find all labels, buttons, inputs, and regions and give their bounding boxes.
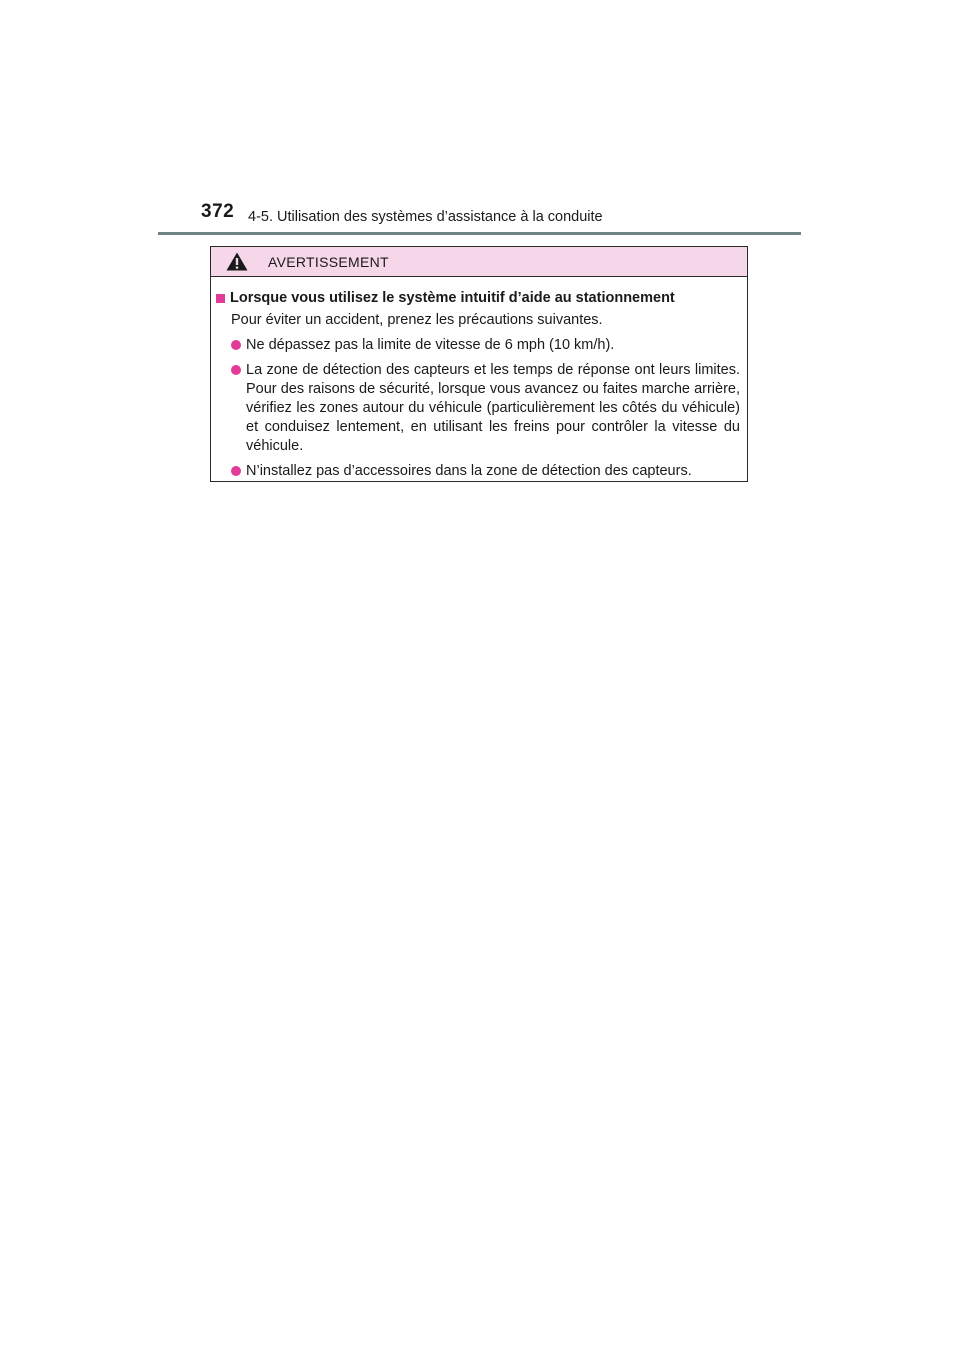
square-bullet-icon — [216, 294, 225, 303]
list-item-text: N’installez pas d’accessoires dans la zone de détection des capteurs. — [246, 463, 692, 479]
section-title: 4-5. Utilisation des systèmes d’assistance à la conduite — [248, 209, 603, 225]
round-bullet-icon — [231, 340, 241, 350]
round-bullet-icon — [231, 365, 241, 375]
round-bullet-icon — [231, 466, 241, 476]
list-item-text: La zone de détection des capteurs et les temps de réponse ont leurs limites. Pour des raisons de sécurité, lorsque vous avancez ou faites marche arrière, vérifiez les zones autour du véhicule (particulièrement les côtés du véhicule) et conduisez lentement, en utilisant les freins pour contrôler la vitesse du véhicule. — [246, 362, 740, 454]
list-item — [216, 361, 740, 456]
list-item — [216, 462, 740, 481]
warning-heading — [216, 289, 740, 308]
header-rule — [158, 232, 801, 235]
list-item — [216, 336, 740, 355]
warning-title: AVERTISSEMENT — [268, 253, 389, 270]
warning-triangle-icon — [226, 252, 248, 271]
warning-intro: Pour éviter un accident, prenez les précautions suivantes. — [231, 312, 603, 328]
list-item-text: Ne dépassez pas la limite de vitesse de 6 mph (10 km/h). — [246, 337, 615, 353]
warning-body — [211, 277, 747, 481]
page-number: 372 — [201, 201, 235, 222]
warning-box — [210, 246, 748, 482]
warning-header — [211, 247, 747, 277]
warning-heading-text: Lorsque vous utilisez le système intuitif d’aide au stationnement — [230, 290, 675, 306]
